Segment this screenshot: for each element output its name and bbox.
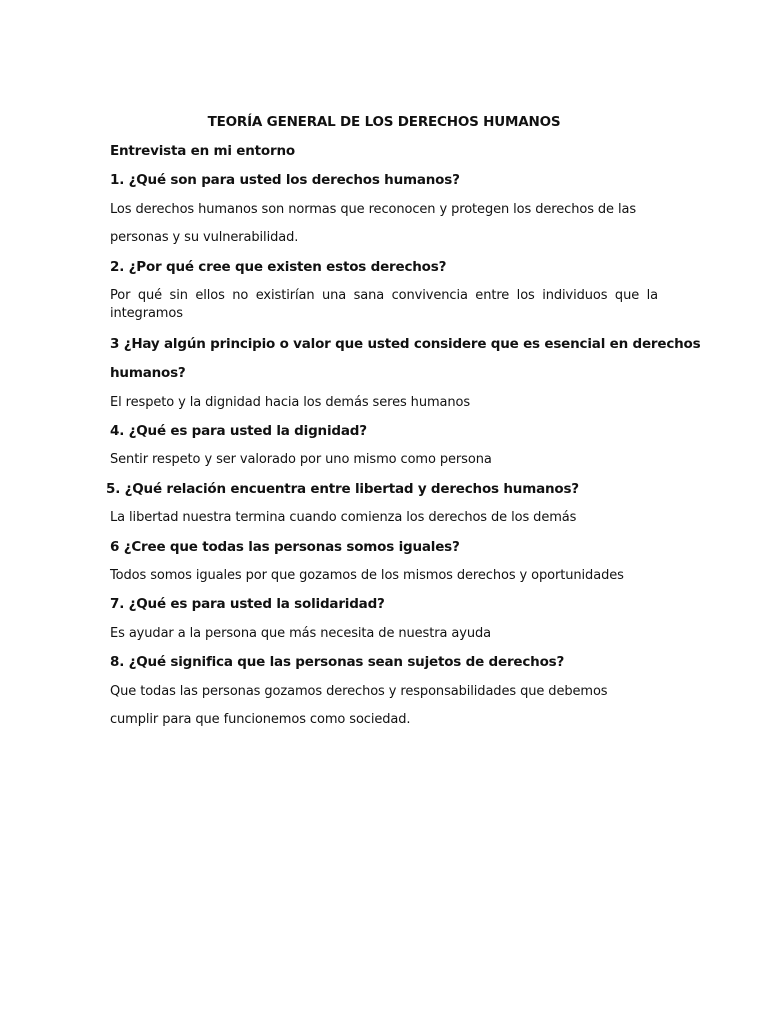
answer-4: Sentir respeto y ser valorado por uno mismo como persona bbox=[110, 452, 492, 467]
answer-2: Por qué sin ellos no existirían una sana convivencia entre los individuos que la integramos bbox=[110, 288, 658, 321]
answer-8-line-1: Que todas las personas gozamos derechos y responsabilidades que debemos bbox=[110, 684, 608, 699]
question-3-line-1: 3 ¿Hay algún principio o valor que usted considere que es esencial en derechos bbox=[110, 336, 701, 352]
question-8: 8. ¿Qué significa que las personas sean sujetos de derechos? bbox=[110, 654, 565, 670]
question-1: 1. ¿Qué son para usted los derechos humanos? bbox=[110, 172, 460, 188]
question-7: 7. ¿Qué es para usted la solidaridad? bbox=[110, 596, 385, 612]
answer-7: Es ayudar a la persona que más necesita de nuestra ayuda bbox=[110, 626, 491, 641]
question-5: 5. ¿Qué relación encuentra entre libertad y derechos humanos? bbox=[106, 481, 579, 497]
answer-3: El respeto y la dignidad hacia los demás seres humanos bbox=[110, 395, 471, 410]
question-6: 6 ¿Cree que todas las personas somos iguales? bbox=[110, 539, 460, 555]
answer-5: La libertad nuestra termina cuando comienza los derechos de los demás bbox=[110, 510, 577, 525]
question-3-line-2: humanos? bbox=[110, 365, 186, 381]
document-title: TEORÍA GENERAL DE LOS DERECHOS HUMANOS bbox=[207, 114, 561, 130]
answer-1-line-1: Los derechos humanos son normas que reconocen y protegen los derechos de las bbox=[110, 202, 637, 217]
answer-1-line-2: personas y su vulnerabilidad. bbox=[110, 230, 299, 245]
answer-6: Todos somos iguales por que gozamos de los mismos derechos y oportunidades bbox=[110, 568, 624, 583]
answer-8-line-2: cumplir para que funcionemos como sociedad. bbox=[110, 712, 411, 727]
document-subtitle: Entrevista en mi entorno bbox=[110, 143, 295, 159]
question-4: 4. ¿Qué es para usted la dignidad? bbox=[110, 423, 367, 439]
question-2: 2. ¿Por qué cree que existen estos derechos? bbox=[110, 259, 447, 275]
